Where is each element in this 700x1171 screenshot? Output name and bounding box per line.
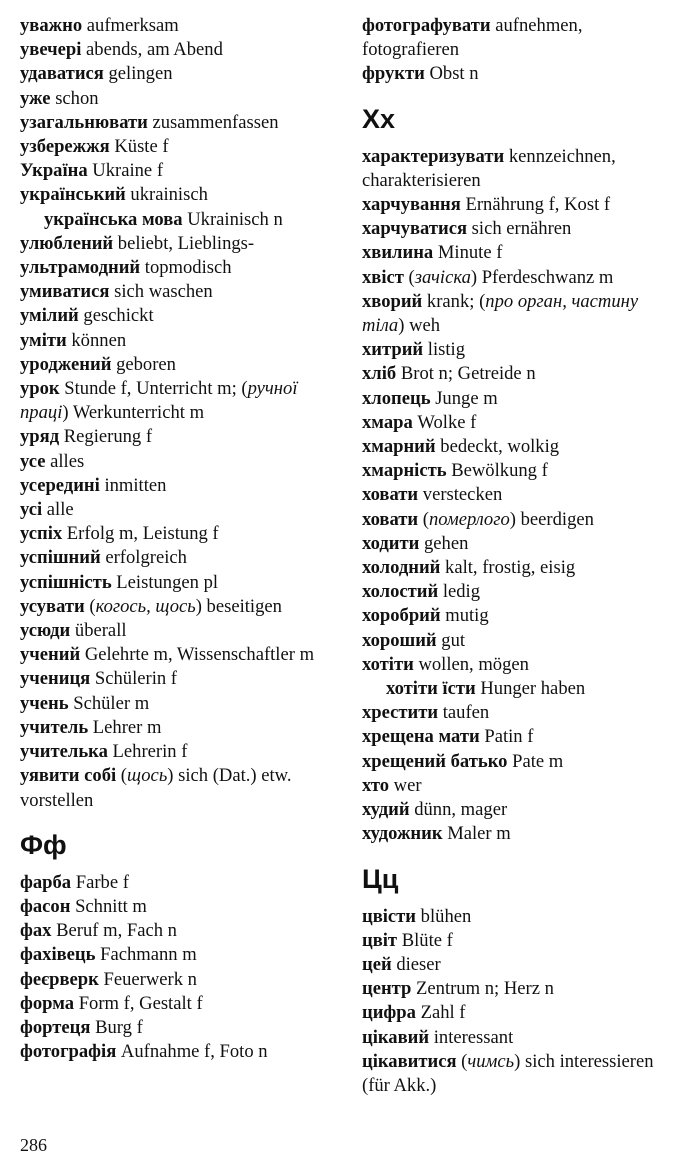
- entry-translation: Form f, Gestalt f: [74, 992, 203, 1014]
- dictionary-entry: [20, 1040, 346, 1064]
- dictionary-entry: [20, 450, 346, 474]
- entry-headword: уроджений: [20, 353, 112, 375]
- entry-translation: Ukraine f: [87, 160, 164, 182]
- entry-usage-note: щось: [127, 765, 168, 787]
- entry-translation-cont: ) sich interessieren (für Akk.): [362, 1050, 654, 1096]
- entry-translation: ukrainisch: [125, 184, 208, 206]
- entry-headword: уряд: [20, 426, 60, 448]
- dictionary-entry: [362, 62, 680, 86]
- entry-usage-note: чимсь: [467, 1050, 515, 1072]
- dictionary-entry: [20, 919, 346, 943]
- entry-headword: узагальнювати: [20, 111, 148, 133]
- dictionary-entry: [362, 1001, 680, 1025]
- dictionary-entry: [362, 701, 680, 725]
- entry-usage-note: зачіска: [414, 266, 471, 288]
- entry-headword: фахівець: [20, 944, 96, 966]
- entry-translation: wer: [389, 774, 422, 796]
- dictionary-entry: [362, 556, 680, 580]
- dictionary-entry: [362, 14, 680, 62]
- right-column: [362, 14, 680, 1098]
- dictionary-entry: [20, 329, 346, 353]
- entry-headword: умілий: [20, 305, 79, 327]
- entry-headword: учений: [20, 644, 81, 666]
- entry-headword: усі: [20, 499, 43, 521]
- entry-headword: успіх: [20, 523, 63, 545]
- entry-headword: фотографувати: [362, 15, 491, 36]
- entry-headword: хмарність: [362, 460, 447, 482]
- entry-translation: aufmerksam: [82, 15, 179, 36]
- entry-translation: Feuerwerk n: [98, 968, 197, 990]
- dictionary-entry: [362, 241, 680, 265]
- entry-headword: український: [20, 184, 126, 206]
- entry-translation: Schülerin f: [90, 668, 177, 690]
- entry-translation: bedeckt, wolkig: [435, 436, 560, 458]
- dictionary-entry: [20, 895, 346, 919]
- entry-translation: verstecken: [418, 484, 503, 506]
- dictionary-entry: [20, 232, 346, 256]
- entry-translation: sich ernähren: [467, 218, 572, 240]
- entry-headword: ультрамодний: [20, 257, 141, 279]
- entry-translation: Lehrer m: [88, 716, 162, 738]
- entry-headword: хотіти: [362, 653, 414, 675]
- entry-translation: Fachmann m: [95, 944, 197, 966]
- entry-translation: gut: [436, 629, 466, 651]
- dictionary-entry: [20, 522, 346, 546]
- dictionary-entry: [362, 653, 680, 677]
- entry-headword: хто: [362, 774, 390, 796]
- dictionary-entry: [362, 290, 680, 338]
- entry-translation: gelingen: [103, 63, 173, 85]
- entry-translation: alles: [45, 450, 85, 472]
- entry-headword: хвилина: [362, 242, 434, 264]
- entry-headword: хрещений батько: [362, 750, 508, 772]
- entry-translation: Schüler m: [68, 692, 150, 714]
- entry-headword: цей: [362, 953, 392, 975]
- entry-headword: цікавитися: [362, 1050, 457, 1072]
- dictionary-entry: [20, 87, 346, 111]
- entry-translation: Junge m: [430, 387, 498, 409]
- entry-translation: blühen: [416, 905, 472, 927]
- entry-usage-note: когось, щось: [95, 595, 196, 617]
- entry-headword: уявити собі: [20, 765, 117, 787]
- entry-headword: хлопець: [362, 387, 431, 409]
- section-heading: Хх: [362, 103, 396, 134]
- entry-headword: фах: [20, 920, 52, 942]
- entry-headword: хворий: [362, 290, 423, 312]
- entry-translation: beliebt, Lieblings-: [113, 232, 255, 254]
- entry-headword: Україна: [20, 160, 88, 182]
- dictionary-entry: [20, 38, 346, 62]
- entry-translation: Erfolg m, Leistung f: [62, 523, 219, 545]
- entry-headword: усередині: [20, 474, 100, 496]
- dictionary-section: [362, 105, 680, 847]
- entry-translation: aufnehmen, fotografieren: [362, 15, 583, 61]
- entry-translation: Blüte f: [397, 929, 453, 951]
- dictionary-entry: [362, 677, 680, 701]
- entry-headword: фарба: [20, 871, 72, 893]
- entry-translation: Aufnahme f, Foto n: [116, 1041, 268, 1063]
- dictionary-entry: [362, 822, 680, 846]
- entry-headword: хмара: [362, 411, 413, 433]
- entry-headword: хрещена мати: [362, 726, 480, 748]
- dictionary-entry: [20, 571, 346, 595]
- entry-headword: узбережжя: [20, 136, 110, 158]
- entry-usage-note: померлого: [428, 508, 510, 530]
- entry-headword: художник: [362, 823, 443, 845]
- entry-translation: Regierung f: [59, 426, 153, 448]
- entry-headword: учениця: [20, 668, 91, 690]
- dictionary-entry: [362, 338, 680, 362]
- entry-headword: центр: [362, 978, 412, 1000]
- entry-translation: geschickt: [78, 305, 154, 327]
- entry-translation-cont: ) beerdigen: [509, 508, 594, 530]
- dictionary-entry: [362, 508, 680, 532]
- dictionary-entry: [362, 362, 680, 386]
- entry-usage-note: ручної праці: [20, 378, 298, 424]
- dictionary-section: [362, 865, 680, 1099]
- entry-translation: Minute f: [433, 242, 503, 264]
- dictionary-entry: [362, 459, 680, 483]
- dictionary-section: [20, 831, 346, 1065]
- dictionary-entry: [362, 725, 680, 749]
- entry-headword: успішність: [20, 571, 112, 593]
- entry-translation: Ukrainisch n: [182, 208, 283, 230]
- left-column: [20, 14, 346, 1064]
- dictionary-entry: [362, 750, 680, 774]
- dictionary-entry: [362, 629, 680, 653]
- entry-headword: фрукти: [362, 63, 425, 85]
- section-heading: Фф: [20, 829, 67, 860]
- entry-headword: увечері: [20, 39, 82, 61]
- entry-translation: Brot n; Getreide n: [396, 363, 536, 385]
- dictionary-entry: [20, 62, 346, 86]
- entry-translation: Schnitt m: [70, 895, 147, 917]
- entry-headword: фасон: [20, 895, 71, 917]
- dictionary-entry: [20, 377, 346, 425]
- dictionary-section: [20, 14, 346, 813]
- dictionary-entry: [20, 667, 346, 691]
- entry-translation-cont: ) Werkunterricht m: [62, 402, 205, 424]
- dictionary-entry: [20, 740, 346, 764]
- entry-headword: учителька: [20, 741, 108, 763]
- entry-headword: хмарний: [362, 436, 436, 458]
- entry-usage-note: про орган, частину тіла: [362, 290, 639, 337]
- entry-headword: усе: [20, 450, 46, 472]
- dictionary-entry: [362, 580, 680, 604]
- entry-headword: харчування: [362, 194, 461, 216]
- entry-headword: худий: [362, 799, 410, 821]
- entry-translation: erfolgreich: [100, 547, 187, 569]
- entry-translation: Farbe f: [71, 871, 129, 893]
- entry-translation: abends, am Abend: [81, 39, 223, 61]
- entry-translation: schon: [50, 87, 99, 109]
- dictionary-entry: [20, 871, 346, 895]
- entry-headword: хліб: [362, 363, 397, 385]
- entry-translation: können: [66, 329, 127, 351]
- entry-headword: уміти: [20, 329, 67, 351]
- entry-translation: Pate m: [507, 750, 564, 772]
- dictionary-entry: [362, 977, 680, 1001]
- entry-translation: gehen: [419, 532, 469, 554]
- dictionary-entry: [362, 411, 680, 435]
- entry-translation: topmodisch: [140, 257, 232, 279]
- entry-translation: Beruf m, Fach n: [51, 920, 177, 942]
- entry-translation: wollen, mögen: [413, 653, 529, 675]
- entry-headword: ховати: [362, 508, 419, 530]
- entry-headword: ховати: [362, 484, 419, 506]
- dictionary-entry: [362, 1050, 680, 1098]
- entry-translation: Obst n: [424, 63, 479, 85]
- entry-headword: успішний: [20, 547, 101, 569]
- entry-translation: (: [418, 508, 429, 530]
- entry-headword: хитрий: [362, 339, 424, 361]
- entry-translation: Gelehrte m, Wissenschaftler m: [80, 644, 315, 666]
- dictionary-entry: [362, 798, 680, 822]
- entry-translation: krank; (: [422, 290, 486, 312]
- entry-headword: холодний: [362, 557, 441, 579]
- entry-translation: dieser: [391, 953, 441, 975]
- dictionary-entry: [362, 953, 680, 977]
- entry-translation: geboren: [111, 353, 176, 375]
- entry-headword: феєрверк: [20, 968, 99, 990]
- entry-headword: усувати: [20, 595, 85, 617]
- dictionary-entry: [362, 193, 680, 217]
- entry-headword: хотіти їсти: [386, 678, 476, 700]
- entry-headword: уже: [20, 87, 51, 109]
- dictionary-entry: [20, 14, 346, 38]
- dictionary-entry: [20, 183, 346, 207]
- dictionary-entry: [362, 774, 680, 798]
- dictionary-entry: [362, 435, 680, 459]
- entry-translation: taufen: [438, 702, 490, 724]
- dictionary-entry: [20, 280, 346, 304]
- entry-translation: Hunger haben: [475, 678, 586, 700]
- entry-headword: хрестити: [362, 702, 439, 724]
- dictionary-entry: [20, 595, 346, 619]
- entry-translation: kalt, frostig, eisig: [440, 557, 576, 579]
- entry-headword: уважно: [20, 15, 83, 36]
- entry-translation-cont: ) Pferdeschwanz m: [470, 266, 614, 288]
- entry-translation: Leistungen pl: [111, 571, 219, 593]
- entry-headword: ходити: [362, 532, 420, 554]
- entry-headword: цифра: [362, 1002, 416, 1024]
- entry-translation: zusammenfassen: [147, 111, 279, 133]
- entry-headword: усюди: [20, 620, 71, 642]
- entry-translation: Zentrum n; Herz n: [411, 978, 554, 1000]
- entry-translation: interessant: [429, 1026, 514, 1048]
- dictionary-entry: [20, 992, 346, 1016]
- entry-translation: sich waschen: [109, 281, 213, 303]
- entry-headword: учень: [20, 692, 69, 714]
- entry-headword: фортеця: [20, 1016, 91, 1038]
- entry-translation: (: [403, 266, 415, 288]
- dictionary-entry: [362, 532, 680, 556]
- dictionary-entry: [20, 546, 346, 570]
- entry-translation: alle: [42, 499, 74, 521]
- entry-translation: Patin f: [479, 726, 534, 748]
- entry-translation: überall: [70, 620, 127, 642]
- entry-translation: Ernährung f, Kost f: [460, 194, 611, 216]
- entry-translation: Küste f: [109, 136, 169, 158]
- section-heading: Цц: [362, 863, 399, 894]
- dictionary-entry: [20, 1016, 346, 1040]
- entry-translation: Wolke f: [412, 411, 477, 433]
- entry-translation: Zahl f: [415, 1002, 466, 1024]
- entry-translation: mutig: [440, 605, 489, 627]
- dictionary-entry: [20, 159, 346, 183]
- entry-headword: хороший: [362, 629, 437, 651]
- dictionary-entry: [20, 943, 346, 967]
- entry-translation: Burg f: [90, 1016, 143, 1038]
- dictionary-entry: [362, 145, 680, 193]
- entry-translation: dünn, mager: [409, 799, 508, 821]
- dictionary-entry: [20, 716, 346, 740]
- dictionary-entry: [20, 498, 346, 522]
- entry-headword: холостий: [362, 581, 439, 603]
- entry-headword: фотографія: [20, 1041, 117, 1063]
- entry-headword: хвіст: [362, 266, 404, 288]
- entry-translation-cont: ) weh: [398, 315, 441, 337]
- entry-translation: listig: [423, 339, 465, 361]
- entry-headword: харчуватися: [362, 218, 468, 240]
- entry-translation-cont: ) beseitigen: [195, 595, 282, 617]
- entry-translation: (: [456, 1050, 468, 1072]
- entry-headword: характеризувати: [362, 145, 505, 167]
- dictionary-entry: [20, 619, 346, 643]
- dictionary-entry: [20, 764, 346, 812]
- entry-translation: (: [84, 595, 96, 617]
- dictionary-entry: [362, 483, 680, 507]
- dictionary-entry: [20, 256, 346, 280]
- entry-headword: хоробрий: [362, 605, 441, 627]
- entry-translation: Bewölkung f: [446, 460, 548, 482]
- dictionary-entry: [362, 905, 680, 929]
- entry-headword: умиватися: [20, 281, 110, 303]
- dictionary-entry: [362, 1026, 680, 1050]
- entry-translation: (: [116, 765, 127, 787]
- page-number: 286: [20, 1135, 47, 1155]
- entry-translation: kennzeichnen, charakterisieren: [362, 145, 616, 191]
- entry-translation: Stunde f, Unterricht m; (: [59, 378, 248, 400]
- entry-headword: форма: [20, 992, 75, 1014]
- entry-headword: цвіт: [362, 929, 398, 951]
- entry-translation: ledig: [438, 581, 481, 603]
- dictionary-section: [362, 14, 680, 87]
- dictionary-entry: [362, 604, 680, 628]
- entry-translation-cont: ) sich (Dat.) etw. vorstellen: [20, 765, 292, 811]
- entry-headword: улюблений: [20, 232, 114, 254]
- dictionary-entry: [20, 968, 346, 992]
- entry-headword: урок: [20, 378, 60, 400]
- dictionary-entry: [362, 266, 680, 290]
- entry-translation: inmitten: [99, 474, 167, 496]
- dictionary-entry: [362, 387, 680, 411]
- entry-headword: українська мова: [44, 208, 183, 230]
- dictionary-entry: [20, 643, 346, 667]
- dictionary-entry: [362, 217, 680, 241]
- entry-headword: цвісти: [362, 905, 417, 927]
- entry-headword: учитель: [20, 716, 89, 738]
- dictionary-entry: [20, 474, 346, 498]
- dictionary-entry: [20, 304, 346, 328]
- dictionary-entry: [20, 111, 346, 135]
- entry-headword: цікавий: [362, 1026, 430, 1048]
- dictionary-entry: [20, 135, 346, 159]
- dictionary-entry: [20, 692, 346, 716]
- dictionary-entry: [20, 208, 346, 232]
- entry-headword: удаватися: [20, 63, 104, 85]
- dictionary-entry: [20, 425, 346, 449]
- dictionary-entry: [20, 353, 346, 377]
- entry-translation: Lehrerin f: [107, 741, 188, 763]
- dictionary-entry: [362, 929, 680, 953]
- entry-translation: Maler m: [442, 823, 511, 845]
